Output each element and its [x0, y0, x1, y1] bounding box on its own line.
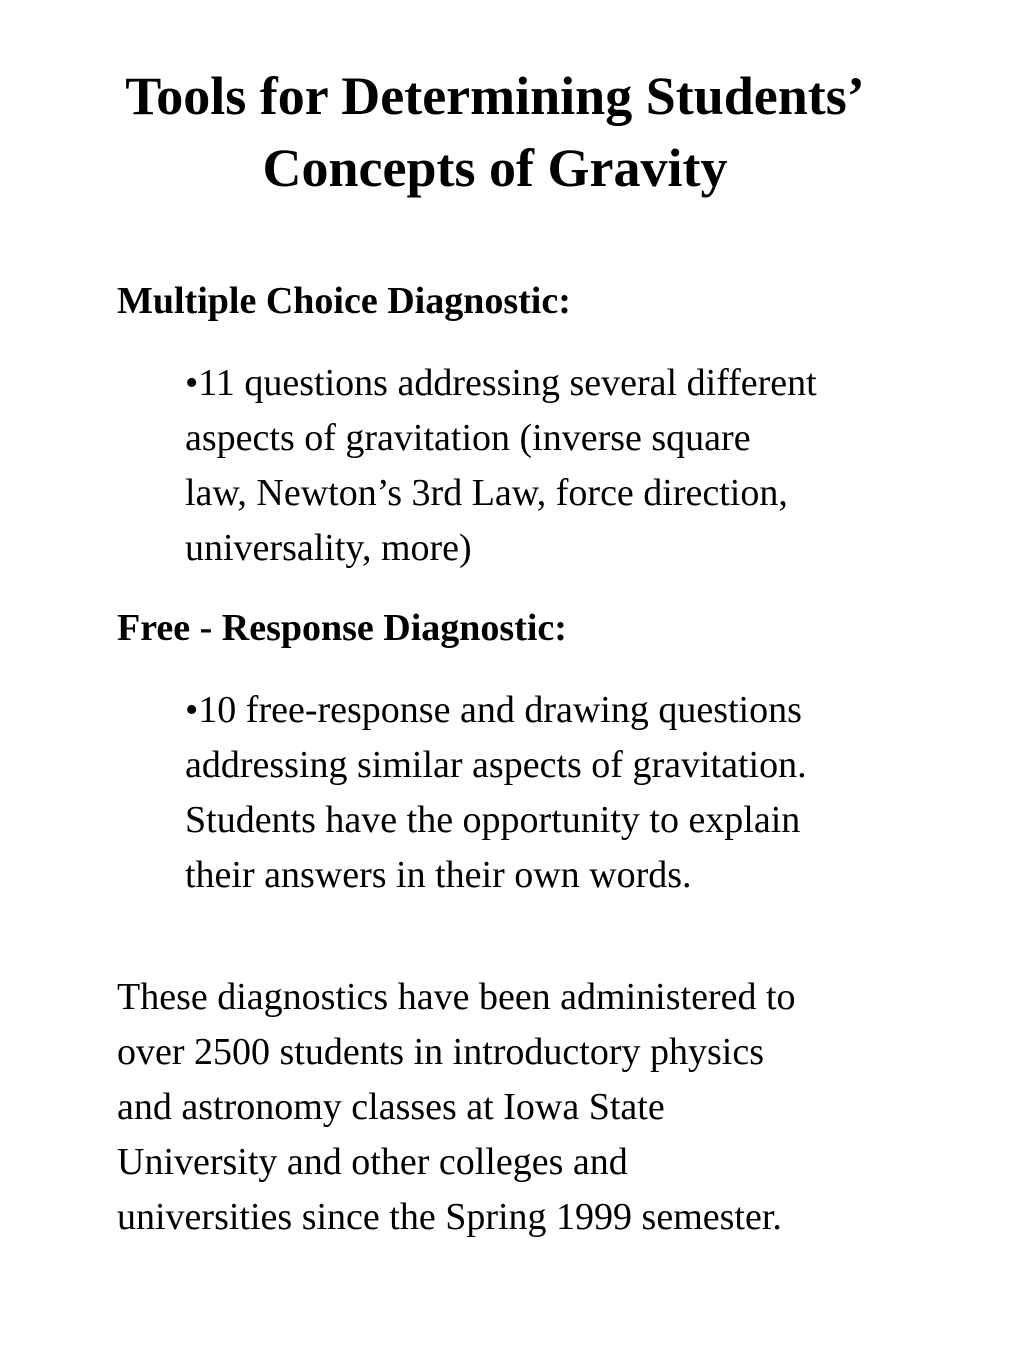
summary-line: universities since the Spring 1999 semester. — [117, 1196, 782, 1238]
bullet-line: law, Newton’s 3rd Law, force direction, — [185, 472, 788, 514]
summary-line: These diagnostics have been administered to — [117, 976, 796, 1018]
title-line-2: Concepts of Gravity — [262, 138, 728, 198]
bullet-line: Students have the opportunity to explain — [185, 799, 801, 841]
bullet-line: universality, more) — [185, 527, 472, 569]
page-title — [0, 60, 990, 204]
bullet-line: aspects of gravitation (inverse square — [185, 417, 751, 459]
bullet-line: •11 questions addressing several different — [185, 362, 817, 404]
summary-line: University and other colleges and — [117, 1141, 628, 1183]
summary-line: over 2500 students in introductory physics — [117, 1031, 764, 1073]
summary-line: and astronomy classes at Iowa State — [117, 1086, 665, 1128]
bullet-line: •10 free-response and drawing questions — [185, 689, 802, 731]
multiple-choice-heading: Multiple Choice Diagnostic: — [117, 280, 571, 322]
free-response-heading: Free - Response Diagnostic: — [117, 607, 567, 649]
bullet-line: their answers in their own words. — [185, 854, 692, 896]
title-line-1: Tools for Determining Students’ — [125, 66, 865, 126]
bullet-line: addressing similar aspects of gravitation. — [185, 744, 807, 786]
